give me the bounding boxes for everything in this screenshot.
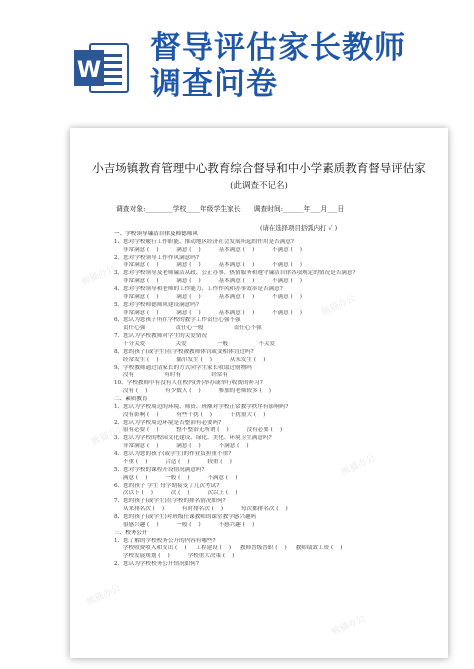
instruction-note: (请在选择项目括弧内打 ✓ ) [260, 224, 338, 232]
questionnaire-line: 很有必要 ( ) 整不整治无所谓 ( ) 没有必要 ( ) [114, 427, 283, 434]
questionnaire-line: 没有 有时有 经常有 [114, 372, 229, 379]
questionnaire-line: 1、您了解的学校校务公开的内容有哪些? [114, 537, 216, 544]
questionnaire-line: 很感兴趣 ( ) 一般 ( ) 不感兴趣 ( ) [114, 521, 255, 528]
watermark-text: 熊猫办公 [80, 263, 118, 289]
questionnaire-line: 2、您对学校领导工作作风满意吗? [114, 254, 199, 261]
document-page [70, 128, 448, 658]
questionnaire-line: 学校收费收入和支出 ( ) 工程建设 ( ) 教师晋级晋职 ( ) 教师绩效工资 ( ) [114, 545, 343, 552]
watermark-text: 熊猫办公 [330, 613, 368, 639]
questionnaire-line: 9、学校教师通过请家长的方式向学生家长收取过财物吗 [114, 364, 252, 371]
questionnaire-line: 十分关爱 关爱 一般 不关爱 [114, 341, 276, 348]
questionnaire-line: 经常发生 ( ) 偶尔发生 ( ) 从未发生 ( ) [114, 356, 266, 363]
questionnaire-line: 非常满意 ( ) 满意 ( ) 基本满意 ( ) 不满意 ( ) [114, 293, 302, 300]
questionnaire-line: 次以下 ( ) 次 ( ) 次以上 ( ) [114, 490, 238, 497]
questionnaire-line: 不重 ( ) 合适 ( ) 较重 ( ) [114, 458, 232, 465]
watermark-text: 熊猫办公 [340, 453, 378, 479]
questionnaire-line: 4、您认为您的孩子(或学生)的作业负担重不重? [114, 451, 232, 458]
questionnaire-line: 二、素质教育 [114, 396, 148, 403]
questionnaire-line: 7、您的孩子(或学生)在学校的排名情况如何? [114, 498, 226, 505]
questionnaire-line: 非常满意 ( ) 满意 ( ) 基本满意 ( ) 不满意 ( ) [114, 309, 302, 316]
word-document-icon [72, 40, 132, 96]
questionnaire-line: 7、您认为学校教师对学生的关爱情况 [114, 333, 208, 340]
questionnaire-body [114, 231, 444, 569]
questionnaire-line: 10、学校教师中有没有人在校内(外)举办或举行收费的补习? [114, 380, 263, 387]
questionnaire-line: 没有影响 ( ) 有些干扰 ( ) 干扰很大 ( ) [114, 411, 266, 418]
watermark-text: 熊猫办公 [320, 293, 358, 319]
questionnaire-line: 2、您认为学校周边环境是否整治有必要吗? [114, 419, 222, 426]
questionnaire-line: 6、您的孩子 学生 每学期接受了几次考试? [114, 482, 220, 489]
questionnaire-line: 2、您认为学校校务公开情况如何? [114, 561, 199, 568]
questionnaire-line: 没有 ( ) 有少数人 ( ) 参加的老师较多 ( ) [114, 388, 271, 395]
svg-text:W: W [76, 58, 102, 83]
questionnaire-line: 一、学校领导廉洁自律及师德师风 [114, 231, 198, 237]
questionnaire-line: 3、您认为学校的校园文化建设、绿化、美化、环境卫生满意吗? [114, 435, 272, 442]
document-banner [0, 0, 474, 130]
questionnaire-line: 非常满意 ( ) 满意 ( ) 基本满意 ( ) 不满意 ( ) [114, 262, 302, 269]
questionnaire-line: 8、您的孩子(或学生)在学校被教师体罚或变相体罚过吗? [114, 348, 254, 355]
questionnaire-line: 4、您对学校领导和老师的工作能力、工作作风和办事效率是否满意? [114, 286, 283, 293]
questionnaire-line: 1、您认为学校周边的环境、师资、班额对学校正常教学秩序有影响吗? [114, 403, 289, 410]
questionnaire-line: 5、您对学校师德师风建设满意吗? [114, 301, 199, 308]
questionnaire-line: 学校发展规划 ( ) 学校重大决策 ( ) [114, 553, 235, 560]
questionnaire-line: 责任心强 责任心一般 责任心不强 [114, 325, 262, 332]
questionnaire-line: 三、校务公开 [114, 529, 148, 536]
watermark-text: 熊猫办公 [90, 423, 128, 449]
questionnaire-line: 1、您对学校履行工作职能、推动地区经济社会发展所起的作用是否满意? [114, 238, 294, 245]
questionnaire-line: 满意 ( ) 一般 ( ) 不满意 ( ) [114, 474, 238, 481]
questionnaire-line: 8、您的孩子(或学生)对班级任课教师的课堂教学感兴趣吗 [114, 513, 257, 520]
document-title: 小吉场镇教育管理中心教育综合督导和中小学素质教育督导评估家 [92, 161, 426, 175]
watermark-text: 熊猫办公 [85, 583, 123, 609]
questionnaire-line: 非常满意 ( ) 满意 ( ) 基本满意 ( ) 不满意 ( ) [114, 278, 302, 285]
questionnaire-line: 5、您对学校的课程开设情况满意吗? [114, 466, 205, 473]
questionnaire-line: 从来排名次 ( ) 有时排名次 ( ) 每次都排名次 ( ) [114, 506, 288, 513]
document-subtitle: (此调查不记名) [230, 181, 288, 191]
banner-title-line-2: 调查问卷 [150, 66, 278, 102]
questionnaire-line: 6、您认为您孩子所在学校的教学工作责任心强不强 [114, 317, 241, 324]
survey-info-line: 调查对象:________学校____年级学生家长 调查时间:______年___月___日 [116, 205, 345, 213]
questionnaire-line: 非常满意 ( ) 满意 ( ) 基本满意 ( ) 不满意 ( ) [114, 246, 302, 253]
questionnaire-line: 3、您对学校领导及老师廉洁从政、公正办事、热情服务和遵守廉洁自律各项规定的情况是否满意? [114, 270, 356, 277]
questionnaire-line: 非常满意 ( ) 满意 ( ) 不满意 ( ) [114, 443, 249, 450]
banner-title-line-1: 督导评估家长教师 [150, 30, 406, 66]
banner-title [150, 30, 470, 102]
